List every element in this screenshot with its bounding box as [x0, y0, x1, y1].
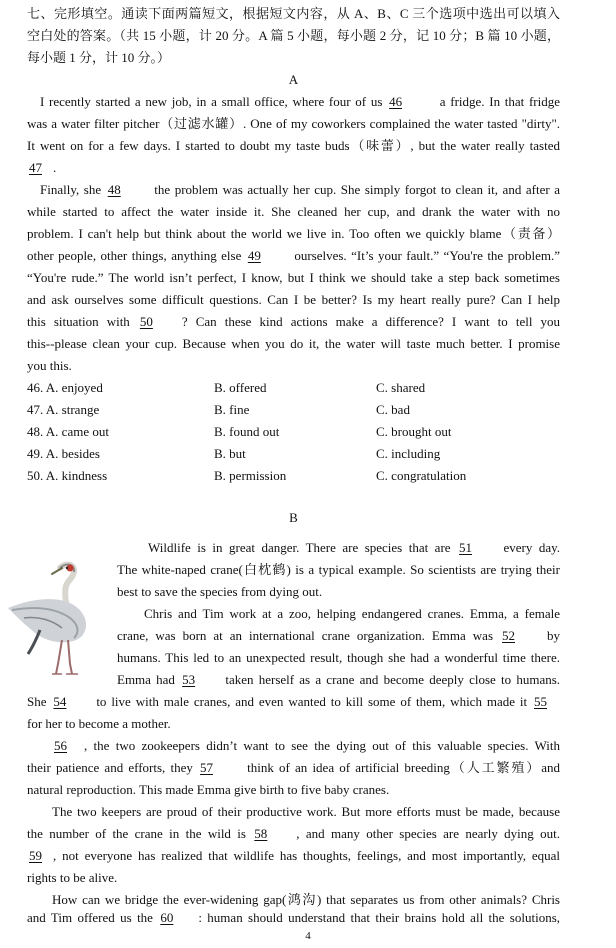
passage-a-line: was a water filter pitcher（过滤水罐）. One of my coworkers complained the water tasted "dirty". [27, 116, 560, 131]
passage-b-line [27, 694, 560, 710]
passage-a-line [40, 182, 560, 198]
passage-b-line [27, 848, 560, 864]
passage-b-line: humans. This led to an unexpected result, though she had a wonderful time there. [117, 650, 560, 665]
blank-46: 46 [389, 94, 403, 109]
option-50-b: B. permission [214, 468, 287, 483]
option-48-c: C. brought out [376, 424, 452, 439]
text: : human should understand that their brains hold all the solutions, [198, 910, 560, 925]
blank-52: 52 [502, 628, 516, 643]
text: I recently started a new job, in a small office, where four of us [40, 94, 383, 109]
passage-a-line: “You're rude.” The world isn’t perfect, I know, but I think we should take a step back sometimes [27, 270, 560, 285]
passage-b-line [27, 760, 560, 776]
blank-48: 48 [107, 182, 121, 197]
passage-b-line [27, 910, 560, 926]
option-50-c: C. congratulation [376, 468, 467, 483]
passage-a-line: problem. I can't help but think about the world we live in. Too often we quickly blame（责备） [27, 226, 560, 241]
passage-a-line: this--please clean your cup. Because when you do it, the water will taste much better. I promise [27, 336, 560, 351]
text: the number of the crane in the wild is [27, 826, 246, 841]
passage-b-line [117, 672, 560, 688]
text: this situation with [27, 314, 130, 329]
text: ? Can these kind actions make a difference? I want to tell you [181, 314, 561, 329]
text: . [53, 160, 57, 175]
passage-b-line: The two keepers are proud of their productive work. But more efforts must be made, because [52, 804, 560, 819]
passage-a-line [40, 94, 560, 110]
option-46-c: C. shared [376, 380, 426, 395]
text: ourselves. “It’s your fault.” “You're the problem.” [294, 248, 561, 263]
passage-b-title: B [289, 510, 298, 525]
passage-b-line: rights to be alive. [27, 870, 118, 885]
passage-b-line: for her to become a mother. [27, 716, 171, 731]
option-49-c: C. including [376, 446, 441, 461]
text: She [27, 694, 47, 709]
blank-58: 58 [254, 826, 268, 841]
blank-57: 57 [200, 760, 213, 775]
blank-49: 49 [247, 248, 261, 263]
option-49-a: 49. A. besides [27, 446, 100, 461]
passage-a-title: A [288, 72, 299, 87]
blank-53: 53 [182, 672, 196, 687]
text: think of an idea of artificial breeding（人工繁殖）and [247, 760, 560, 775]
page-number: 4 [305, 930, 311, 942]
text: , the two zookeepers didn’t want to see the dying out of this valuable species. With [84, 738, 560, 753]
blank-59: 59 [29, 848, 42, 863]
passage-a-line: while started to affect the water inside it. She cleaned her cup, and drank the water with no [27, 204, 560, 219]
passage-b-line: How can we bridge the ever-widening gap(鸿沟) that separates us from other animals? Chris [52, 892, 560, 907]
blank-60: 60 [160, 910, 174, 925]
instructions-line-1: 七、完形填空。通读下面两篇短文，根据短文内容，从 A、B、C 三个选项中选出可以填入 [27, 6, 560, 21]
passage-b-line: Chris and Tim work at a zoo, helping endangered cranes. Emma, a female [144, 606, 560, 621]
option-46-b: B. offered [214, 380, 267, 395]
passage-b-line [52, 738, 560, 754]
option-47-a: 47. A. strange [27, 402, 100, 417]
option-48-a: 48. A. came out [27, 424, 109, 439]
passage-b-line: best to save the species from dying out. [117, 584, 323, 599]
text: a fridge. In that fridge [439, 94, 560, 109]
text: Wildlife is in great danger. There are species that are [148, 540, 451, 555]
text: Finally, she [40, 182, 102, 197]
instructions-line-3: 每小题 1 分，计 10 分。） [27, 50, 171, 65]
passage-a-line: you this. [27, 358, 72, 373]
passage-b-line: natural reproduction. This made Emma give birth to five baby cranes. [27, 782, 390, 797]
passage-b-line [117, 628, 560, 644]
blank-51: 51 [459, 540, 473, 555]
text: every day. [503, 540, 561, 555]
passage-a-line [27, 160, 560, 176]
passage-a-line [27, 248, 560, 264]
text: , not everyone has realized that wildlife has thoughts, feelings, and most importantly, equal [53, 848, 560, 863]
text: the problem was actually her cup. She simply forgot to clean it, and after a [154, 182, 561, 197]
passage-a-line: It went on for a few days. I started to doubt my taste buds（味蕾）, but the water really tasted [27, 138, 560, 153]
passage-a-line: and ask ourselves some difficult questions. Can I be better? Is my heart really pure? Can I help [27, 292, 560, 307]
passage-b-line: The white-naped crane(白枕鹤) is a typical example. So scientists are trying their [117, 562, 560, 577]
instructions-line-2: 空白处的答案。（共 15 小题，计 20 分。A 篇 5 小题，每小题 2 分，记 10 分；B 篇 10 小题， [27, 28, 560, 43]
option-48-b: B. found out [214, 424, 280, 439]
option-47-b: B. fine [214, 402, 250, 417]
text: , and many other species are nearly dying out. [296, 826, 560, 841]
blank-55: 55 [534, 694, 548, 709]
passage-a-line [27, 314, 560, 330]
text: taken herself as a crane and become deeply close to humans. [225, 672, 561, 687]
blank-54: 54 [53, 694, 67, 709]
passage-b-line [148, 540, 560, 556]
text: other people, other things, anything else [27, 248, 242, 263]
text: Emma had [117, 672, 175, 687]
passage-b-line [27, 826, 560, 842]
option-50-a: 50. A. kindness [27, 468, 108, 483]
text: and Tim offered us the [27, 910, 153, 925]
blank-56: 56 [54, 738, 67, 753]
text: to live with male cranes, and even wanted to kill some of them, which made it [96, 694, 528, 709]
option-49-b: B. but [214, 446, 246, 461]
text: their patience and efforts, they [27, 760, 193, 775]
text: by [547, 628, 561, 643]
blank-50: 50 [139, 314, 153, 329]
option-47-c: C. bad [376, 402, 410, 417]
option-46-a: 46. A. enjoyed [27, 380, 103, 395]
text: crane, was born at an international crane organization. Emma was [117, 628, 494, 643]
blank-47: 47 [29, 160, 42, 175]
white-naped-crane-image [2, 560, 120, 678]
